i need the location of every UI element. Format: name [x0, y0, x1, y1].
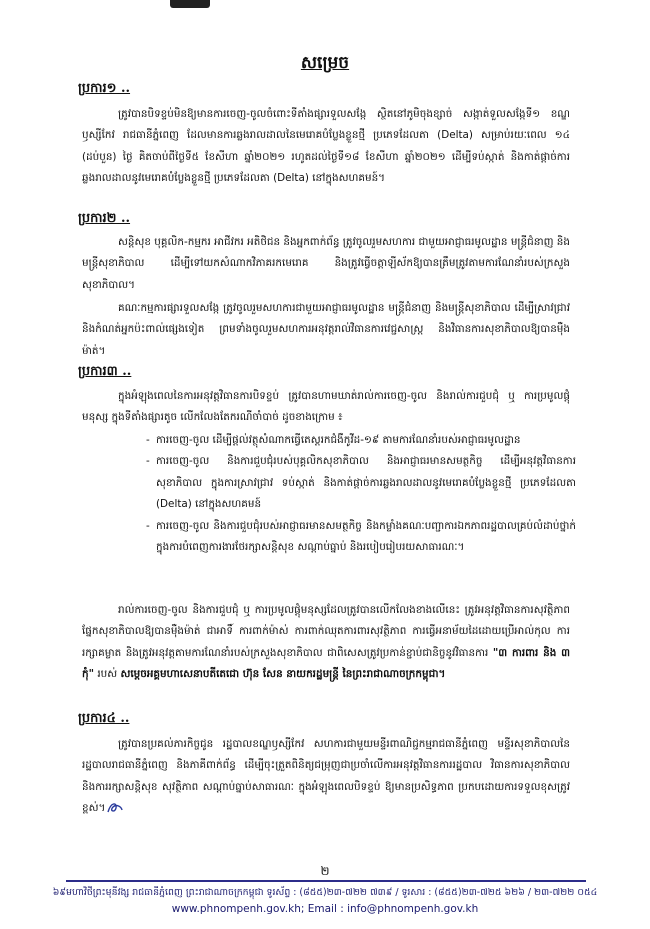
article-3-closing: [82, 600, 570, 690]
website-link[interactable]: www.phnompenh.gov.kh: [171, 903, 301, 915]
list-item: - ការចេញ-ចូល ដើម្បីផ្តល់វត្ថុសំណាកធ្វើតេស្តរកជំងឺកូវីដ-១៩ តាមការណែនាំរបស់អាជ្ញាធរមូលដ្ឋាន: [146, 430, 576, 451]
article-2-heading: ប្រការ២ ..: [78, 211, 131, 226]
article-3-exceptions-list: [146, 430, 576, 558]
article-2-paragraph-2: គណៈកម្មការផ្សារទួលសង្កែ ត្រូវចូលរួមសហការជាមួយអាជ្ញាធរមូលដ្ឋាន មន្ត្រីជំនាញ និងមន្ត្រីសុខាភិបាល ដើម្បីស្រាវជ្រាវ និងកំណត់អ្នកប៉ះពាល់ផ្សេងទៀត ព្រមទាំងចូលរួមសហការអនុវត្តរាល់វិធានការវេជ្ជសាស្ត្រ និងវិធានការសុខាភិបាលឱ្យបានម៉ឺងម៉ាត់។: [82, 302, 570, 357]
article-2-paragraph-1: សន្តិសុខ បុគ្គលិក-កម្មករ អាជីវករ អតិថិជន និងអ្នកពាក់ព័ន្ធ ត្រូវចូលរួមសហការ ជាមួយអាជ្ញាធរមូលដ្ឋាន មន្ត្រីជំនាញ និងមន្ត្រីសុខាភិបាល ដើម្បីទៅយកសំណាកវិភាគរកមេរោគ និងត្រូវធ្វើចត្តាឡីស័កឱ្យបានត្រឹមត្រូវតាមការណែនាំរបស់ក្រសួងសុខាភិបាល។: [82, 236, 570, 291]
footer-contact: [0, 903, 650, 915]
article-4-heading: ប្រការ៤ ..: [78, 711, 130, 726]
document-title: សម្រេច: [300, 53, 350, 73]
prime-minister-name: សម្តេចអគ្គមហាសេនាបតីតេជោ ហ៊ុន សែន នាយករដ្ឋមន្ត្រី នៃព្រះរាជាណាចក្រកម្ពុជា។: [120, 668, 446, 681]
header-fragment: [170, 0, 210, 8]
article-4-text: ត្រូវបានប្រគល់ភារកិច្ចជូន រដ្ឋបាលខណ្ឌឫស្សីកែវ សហការជាមួយមន្ទីរពាណិជ្ជកម្មរាជធានីភ្នំពេញ មន្ទីរសុខាភិបាលនៃរដ្ឋបាលរាជធានីភ្នំពេញ និងភាគីពាក់ព័ន្ធ ដើម្បីចុះត្រួតពិនិត្យជម្រុញជាប្រចាំលើការអនុវត្តវិធានការរដ្ឋបាល វិធានការសុខាភិបាល និងការរក្សាសន្តិសុខ សុវត្ថិភាព សណ្តាប់ធ្នាប់សាធារណៈ ក្នុងអំឡុងពេលបិទខ្ទប់ ឱ្យមានប្រសិទ្ធភាព ប្រកបដោយការទទួលខុសត្រូវខ្ពស់។: [82, 738, 570, 815]
list-item: - ការចេញ-ចូល និងការជួបជុំរបស់អាជ្ញាធរមានសមត្ថកិច្ច និងកម្លាំងគណៈបញ្ជាការឯកភាពរដ្ឋបាលគ្រប់លំដាប់ថ្នាក់ ក្នុងការបំពេញការងារថែរក្សាសន្តិសុខ សណ្តាប់ធ្នាប់ និងរបៀបរៀបរយសាធារណៈ។: [146, 516, 576, 559]
article-1-heading: ប្រការ១ ..: [78, 81, 131, 96]
email-link[interactable]: info@phnompenh.gov.kh: [347, 903, 479, 915]
three-protect-three-dont-rule: "៣ ការពារ និង ៣ កុំ": [82, 646, 570, 681]
page-number: ២: [320, 864, 330, 878]
article-4-paragraph: [82, 734, 570, 824]
footer-address: ៦៩មហាវិថីព្រះមុនីវង្ស រាជធានីភ្នំពេញ ព្រះរាជាណាចក្រកម្ពុជា ទូរស័ព្ទ : (៨៥៥)២៣-៧២២ ៧៣៩ / ទូរសារ : (៨៥៥)២៣-៧២៥ ៦២៦ / ២៣-៧២២ ០៥៤: [52, 887, 598, 898]
article-3-heading: ប្រការ៣ ..: [78, 364, 132, 379]
article-3-intro: ក្នុងអំឡុងពេលនៃការអនុវត្តវិធានការបិទខ្ទប់ ត្រូវបានហាមឃាត់រាល់ការចេញ-ចូល និងរាល់ការជួបជុំ ឬ ការប្រមូលផ្តុំមនុស្ស ក្នុងទីតាំងផ្សារតូច លើកលែងតែករណីចាំបាច់ ដូចខាងក្រោម ៖: [82, 390, 570, 424]
email-label: ; Email :: [300, 903, 348, 915]
list-item: - ការចេញ-ចូល និងការជួបជុំរបស់បុគ្គលិកសុខាភិបាល និងអាជ្ញាធរមានសមត្ថកិច្ច ដើម្បីអនុវត្តវិធានការសុខាភិបាល ក្នុងការស្រាវជ្រាវ ទប់ស្កាត់ និងកាត់ផ្តាច់ការឆ្លងរាលដាលនូវមេរោគបំប្លែងខ្លួនថ្មី ប្រភេទដែលតា (Delta) នៅក្នុងសហគមន៍: [146, 451, 576, 515]
article-3-closing-connector: របស់: [97, 668, 118, 681]
footer-divider: [66, 880, 586, 882]
article-1-paragraph: ត្រូវបានបិទខ្ទប់មិនឱ្យមានការចេញ-ចូលចំពោះទីតាំងផ្សារទួលសង្កែ ស្ថិតនៅភូមិចុងខ្សាច់ សង្កាត់ទួលសង្កែទី១ ខណ្ឌឫស្សីកែវ រាជធានីភ្នំពេញ ដែលមានការឆ្លងរាលដាលនៃមេរោគបំប្លែងខ្លួនថ្មី ប្រភេទដែលតា (Delta) សម្រាប់រយៈពេល ១៤ (ដប់បួន) ថ្ងៃ គិតចាប់ពីថ្ងៃទី៥ ខែសីហា ឆ្នាំ២០២១ រហូតដល់ថ្ងៃទី១៨ ខែសីហា ឆ្នាំ២០២១ ដើម្បីទប់ស្កាត់ និងកាត់ផ្តាច់ការឆ្លងរាលដាលនូវមេរោគបំប្លែងខ្លួនថ្មី ប្រភេទដែលតា (Delta) នៅក្នុងសហគមន៍។: [82, 108, 570, 185]
article-3-closing-text: រាល់ការចេញ-ចូល និងការជួបជុំ ឬ ការប្រមូលផ្តុំមនុស្សដែលត្រូវបានលើកលែងខាងលើនេះ ត្រូវអនុវត្តវិធានការសុវត្ថិភាពផ្នែកសុខាភិបាលឱ្យបានម៉ឺងម៉ាត់ ជាអាទិ៍ ការពាក់ម៉ាស់ ការពាក់ឈុតការពារសុវត្ថិភាព ការធ្វើអនាម័យដៃដោយប្រើអាល់កុល ការរក្សាគម្លាត និងត្រូវអនុវត្តតាមការណែនាំរបស់ក្រសួងសុខាភិបាល ជាពិសេសត្រូវប្រកាន់ខ្ជាប់ជានិច្ចនូវវិធានការ: [82, 604, 570, 659]
initial-signature-icon: [105, 800, 125, 816]
